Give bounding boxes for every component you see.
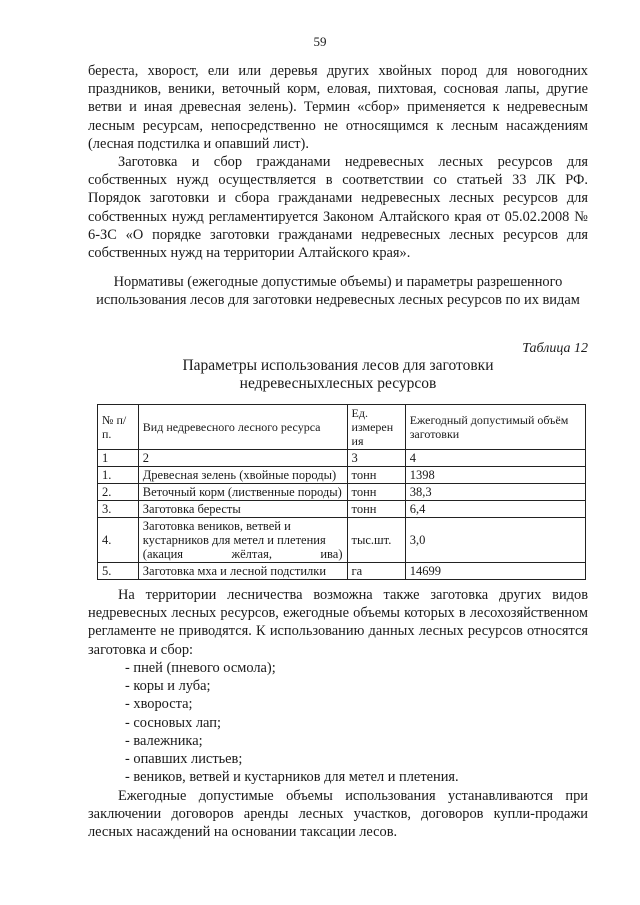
row-num: 4. — [98, 518, 139, 563]
row-volume: 14699 — [405, 563, 585, 580]
paragraph-1: береста, хворост, ели или деревья других хвойных пород для новогодних праздников, веники, веточный корм, еловая, пихтовая, сосновая лапы, другие ветви и иная древесная зелень). Термин «сбор» применяется к недревесным лесным ресурсам, непосредственно не относящимся к лесным насаждениям (лесная подстилка и опавший лист). — [88, 63, 588, 152]
row-resource-name: Веточный корм (лиственные породы) — [138, 484, 347, 501]
table-title-line-2: недревесныхлесных ресурсов — [239, 375, 437, 392]
row-resource-name: Древесная зелень (хвойные породы) — [138, 467, 347, 484]
paragraph-2: Заготовка и сбор гражданами недревесных лесных ресурсов для собственных нужд осуществляется в соответствии со статьей 33 ЛК РФ. Порядок заготовки и сбора гражданами недревесных лесных ресурсов для собственных нужд регламентируется Законом Алтайского края от 05.02.2008 № 6-ЗС «О порядке заготовки гражданами недревесных лесных ресурсов для собственных нужд на территории Алтайского края». — [88, 154, 588, 262]
row-num: 3. — [98, 501, 139, 518]
header-resource-type: Вид недревесного лесного ресурса — [138, 405, 347, 450]
row-volume: 3,0 — [405, 518, 585, 563]
row-volume: 38,3 — [405, 484, 585, 501]
list-item: - пней (пневого осмола); — [125, 660, 276, 676]
table-row — [98, 501, 586, 518]
header-num: № п/п. — [98, 405, 139, 450]
header-annual-volume: Ежегодный допустимый объём заготовки — [405, 405, 585, 450]
parameters-table — [97, 404, 586, 580]
resource-list — [125, 659, 459, 786]
row-unit: тыс.шт. — [347, 518, 405, 563]
row-resource-name: Заготовка веников, ветвей и кустарников для метел и плетения (акация жёлтая, ива) — [138, 518, 347, 563]
row-num: 2. — [98, 484, 139, 501]
row-resource-name: Заготовка мха и лесной подстилки — [138, 563, 347, 580]
table-row — [98, 484, 586, 501]
list-item: - сосновых лап; — [125, 714, 221, 731]
list-item: - веников, ветвей и кустарников для метел и плетения. — [125, 769, 459, 786]
section-heading: Нормативы (ежегодные допустимые объемы) и параметры разрешенного использования лесов для заготовки недревесных лесных ресурсов по их видам — [96, 274, 580, 309]
paragraph-4: Ежегодные допустимые объемы использования устанавливаются при заключении договоров аренды лесных участков, договоров купли-продажи лесных насаждений на основании таксации лесов. — [88, 788, 588, 841]
table-title — [88, 357, 588, 393]
page-number: 59 — [313, 34, 327, 49]
row-volume: 6,4 — [405, 501, 585, 518]
table-row — [98, 563, 586, 580]
row-num: 5. — [98, 563, 139, 580]
table-label: Таблица 12 — [522, 341, 588, 356]
index-cell: 3 — [347, 450, 405, 467]
row-num: 1. — [98, 467, 139, 484]
row-unit: тонн — [347, 501, 405, 518]
paragraph-3: На территории лесничества возможна также заготовка других видов недревесных лесных ресурсов, ежегодные объемы которых в лесохозяйственном регламенте не приводятся. К использованию данных лесных ресурсов относятся заготовка и сбор: — [88, 587, 588, 658]
list-item: - хвороста; — [125, 696, 193, 713]
table-title-line-1: Параметры использования лесов для заготовки — [182, 357, 494, 374]
row-unit: тонн — [347, 484, 405, 501]
table-row — [98, 467, 586, 484]
index-cell: 2 — [138, 450, 347, 467]
list-item: - коры и луба; — [125, 678, 211, 695]
row-unit: га — [347, 563, 405, 580]
table-header-row — [98, 405, 586, 450]
table-row — [98, 518, 586, 563]
list-item: - опавших листьев; — [125, 751, 243, 768]
index-cell: 4 — [405, 450, 585, 467]
index-cell: 1 — [98, 450, 139, 467]
row-resource-name: Заготовка бересты — [138, 501, 347, 518]
row-volume: 1398 — [405, 467, 585, 484]
table-index-row — [98, 450, 586, 467]
list-item: - валежника; — [125, 732, 203, 749]
header-unit: Ед. измерен ия — [347, 405, 405, 450]
row-unit: тонн — [347, 467, 405, 484]
